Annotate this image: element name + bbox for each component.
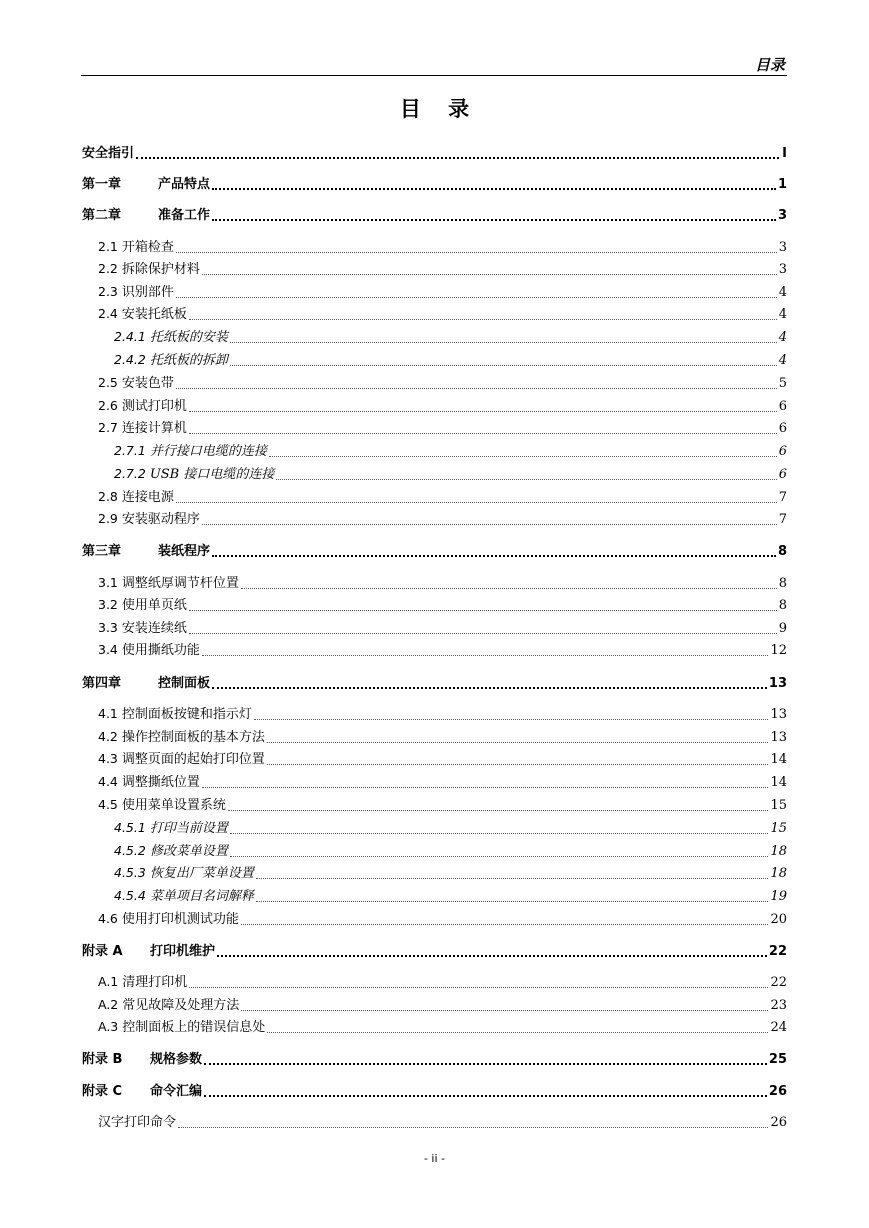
entry-page-number: 24	[770, 1020, 787, 1035]
entry-title: 安装托纸板	[121, 307, 187, 322]
entry-title: 连接计算机	[121, 421, 187, 436]
running-header-title: 目录	[754, 56, 785, 74]
toc-entry[interactable]	[82, 908, 787, 928]
dot-leader	[267, 1032, 768, 1033]
toc-entry[interactable]	[82, 1111, 787, 1131]
dot-leader	[189, 987, 768, 988]
section-number: 2.2	[98, 261, 118, 276]
dot-leader	[241, 1010, 768, 1011]
section-number: A.1	[98, 974, 119, 989]
entry-title: 使用菜单设置系统	[121, 798, 226, 813]
section-number: 4.5	[98, 797, 118, 812]
entry-page-number: I	[782, 146, 787, 161]
toc-entry[interactable]	[82, 971, 787, 991]
entry-title: 托纸板的安装	[149, 330, 228, 345]
toc-entry[interactable]	[82, 486, 787, 506]
section-number: 4.3	[98, 751, 118, 766]
section-number: A.3	[98, 1019, 119, 1034]
dot-leader	[212, 188, 776, 190]
entry-title: 安全指引	[82, 146, 135, 161]
toc-entry-label	[114, 865, 254, 882]
section-number: 2.8	[98, 489, 118, 504]
toc-entry[interactable]	[82, 594, 787, 614]
entry-page-number: 14	[770, 752, 787, 767]
entry-page-number: 20	[770, 912, 787, 927]
toc-entry[interactable]	[82, 258, 787, 278]
entry-page-number: 13	[768, 676, 787, 691]
entry-page-number: 22	[768, 944, 787, 959]
toc-entry[interactable]	[82, 540, 787, 560]
section-number: 2.4.1	[114, 329, 146, 344]
entry-title: 并行接口电缆的连接	[149, 444, 267, 459]
toc-entry[interactable]	[82, 994, 787, 1014]
section-number: 4.5.2	[114, 843, 146, 858]
toc-entry-label	[98, 620, 187, 637]
toc-entry-label	[82, 944, 215, 960]
dot-leader	[189, 411, 777, 412]
toc-entry[interactable]	[82, 817, 787, 837]
entry-page-number: 1	[777, 177, 787, 192]
entry-title: 打印当前设置	[149, 821, 228, 836]
entry-title: 命令汇编	[150, 1084, 203, 1099]
entry-page-number: 7	[778, 512, 787, 527]
dot-leader	[230, 342, 777, 343]
dot-leader	[202, 524, 777, 525]
toc-entry[interactable]	[82, 940, 787, 960]
dot-leader	[267, 764, 769, 765]
entry-page-number: 8	[778, 598, 787, 613]
entry-page-number: 9	[778, 621, 787, 636]
chapter-number: 第二章	[82, 208, 122, 223]
dot-leader	[212, 687, 767, 689]
entry-page-number: 18	[770, 844, 787, 859]
toc-entry[interactable]	[82, 1080, 787, 1100]
section-number: 4.4	[98, 774, 118, 789]
dot-leader	[189, 433, 777, 434]
section-number: 3.1	[98, 575, 118, 590]
dot-leader	[202, 787, 769, 788]
entry-page-number: 13	[770, 707, 787, 722]
toc-entry-label	[98, 261, 200, 278]
toc-entry-label	[98, 911, 239, 928]
toc-entry[interactable]	[82, 281, 787, 301]
entry-title: 安装驱动程序	[121, 512, 200, 527]
toc-entry[interactable]	[82, 748, 787, 768]
toc-entry-label	[114, 820, 228, 837]
toc-entry[interactable]	[82, 885, 787, 905]
toc-entry[interactable]	[82, 395, 787, 415]
entry-title: 控制面板上的错误信息处	[122, 1020, 266, 1035]
entry-title: 操作控制面板的基本方法	[121, 730, 265, 745]
entry-title: 清理打印机	[122, 975, 188, 990]
dot-leader	[230, 856, 769, 857]
entry-title: 控制面板	[158, 676, 211, 691]
chapter-number: 第三章	[82, 544, 122, 559]
toc-entry[interactable]	[82, 1016, 787, 1036]
toc-entry-label	[98, 997, 239, 1014]
toc-entry-label	[114, 443, 267, 460]
entry-page-number: 4	[778, 353, 787, 368]
section-number: 4.2	[98, 729, 118, 744]
entry-page-number: 23	[770, 998, 787, 1013]
dot-leader	[267, 742, 769, 743]
entry-page-number: 3	[777, 208, 787, 223]
toc-entry[interactable]	[82, 1048, 787, 1068]
toc-entry-label	[114, 329, 228, 346]
entry-page-number: 6	[778, 444, 787, 459]
dot-leader	[230, 365, 777, 366]
dot-leader	[176, 252, 777, 253]
entry-title: 使用撕纸功能	[121, 643, 200, 658]
toc-entry-label	[98, 1115, 176, 1131]
entry-title: USB 接口电缆的连接	[149, 467, 275, 482]
entry-title: 使用单页纸	[121, 598, 187, 613]
entry-page-number: 5	[778, 376, 787, 391]
section-number: 2.3	[98, 284, 118, 299]
entry-title: 产品特点	[158, 177, 211, 192]
toc-entry[interactable]	[82, 204, 787, 224]
section-number: 2.4	[98, 306, 118, 321]
toc-entry-label	[98, 774, 200, 791]
entry-page-number: 19	[770, 889, 787, 904]
toc-entry-label	[98, 1019, 265, 1036]
toc-entry-label	[98, 284, 174, 301]
toc-entry[interactable]	[82, 142, 787, 162]
entry-title: 使用打印机测试功能	[121, 912, 239, 927]
dot-leader	[204, 1063, 767, 1065]
toc-entry[interactable]	[82, 672, 787, 692]
section-number: 4.6	[98, 911, 118, 926]
toc-entry-label	[98, 974, 187, 991]
toc-entry-label	[98, 398, 187, 415]
dot-leader	[202, 655, 769, 656]
chapter-number: 附录 A	[82, 944, 123, 959]
dot-leader	[189, 633, 777, 634]
section-number: 4.5.3	[114, 865, 146, 880]
section-number: 3.2	[98, 597, 118, 612]
dot-leader	[256, 878, 769, 879]
toc-entry-label	[82, 676, 210, 692]
toc-entry[interactable]	[82, 417, 787, 437]
section-number: 2.7.1	[114, 443, 146, 458]
entry-page-number: 4	[778, 285, 787, 300]
dot-leader	[241, 588, 777, 589]
dot-leader	[256, 901, 769, 902]
entry-page-number: 22	[770, 975, 787, 990]
entry-page-number: 12	[770, 643, 787, 658]
dot-leader	[269, 456, 777, 457]
toc-entry-label	[114, 843, 228, 860]
toc-entry[interactable]	[82, 173, 787, 193]
entry-page-number: 3	[778, 240, 787, 255]
section-number: 4.5.1	[114, 820, 146, 835]
chapter-number: 附录 B	[82, 1052, 123, 1067]
entry-title: 调整撕纸位置	[121, 775, 200, 790]
entry-title: 恢复出厂菜单设置	[149, 866, 254, 881]
toc-entry[interactable]	[82, 794, 787, 814]
section-number: 3.3	[98, 620, 118, 635]
toc-entry-label	[98, 597, 187, 614]
entry-title: 拆除保护材料	[121, 262, 200, 277]
toc-entry[interactable]	[82, 771, 787, 791]
dot-leader	[176, 297, 777, 298]
entry-page-number: 4	[778, 307, 787, 322]
toc-entry[interactable]	[82, 463, 787, 483]
entry-title: 调整纸厚调节杆位置	[121, 576, 239, 591]
entry-page-number: 26	[770, 1115, 787, 1130]
toc-entry[interactable]	[82, 726, 787, 746]
entry-title: 常见故障及处理方法	[122, 998, 240, 1013]
toc-entry-label	[82, 1084, 202, 1100]
chapter-number: 附录 C	[82, 1084, 123, 1099]
dot-leader	[212, 555, 776, 557]
entry-title: 安装连续纸	[121, 621, 187, 636]
header-rule	[81, 75, 787, 76]
entry-title: 安装色带	[121, 376, 174, 391]
entry-page-number: 6	[778, 467, 787, 482]
entry-title: 识别部件	[121, 285, 174, 300]
toc-entry-label	[98, 706, 252, 723]
toc-entry-label	[114, 466, 274, 483]
section-number: 2.4.2	[114, 352, 146, 367]
entry-page-number: 6	[778, 399, 787, 414]
toc-entry-label	[98, 489, 174, 506]
toc-entry[interactable]	[82, 372, 787, 392]
dot-leader	[212, 219, 776, 221]
entry-title: 准备工作	[158, 208, 211, 223]
dot-leader	[176, 502, 777, 503]
section-number: 2.9	[98, 511, 118, 526]
toc-entry-label	[98, 797, 226, 814]
toc-entry[interactable]	[82, 840, 787, 860]
entry-title: 测试打印机	[121, 399, 187, 414]
page-number: - ii -	[423, 1152, 446, 1165]
toc-entry[interactable]	[82, 303, 787, 323]
entry-title: 修改菜单设置	[149, 844, 228, 859]
toc-entry-label	[98, 239, 174, 256]
toc-entry-label	[114, 352, 228, 369]
toc-entry-label	[98, 420, 187, 437]
entry-page-number: 25	[768, 1052, 787, 1067]
section-number: 2.7.2	[114, 466, 146, 481]
entry-title: 打印机维护	[150, 944, 216, 959]
entry-page-number: 18	[770, 866, 787, 881]
toc-entry-label	[82, 146, 134, 162]
toc-entry[interactable]	[82, 862, 787, 882]
toc-entry-label	[98, 306, 187, 323]
page-title: 目 录	[399, 97, 480, 121]
entry-page-number: 26	[768, 1084, 787, 1099]
toc-entry[interactable]	[82, 703, 787, 723]
toc-entry-label	[98, 575, 239, 592]
dot-leader	[241, 924, 769, 925]
dot-leader	[254, 719, 769, 720]
entry-page-number: 6	[778, 421, 787, 436]
toc-entry[interactable]	[82, 639, 787, 659]
entry-page-number: 15	[770, 821, 787, 836]
entry-title: 控制面板按键和指示灯	[121, 707, 252, 722]
toc-entry-label	[98, 642, 200, 659]
chapter-number: 第一章	[82, 177, 122, 192]
section-number: 2.1	[98, 239, 118, 254]
entry-title: 连接电源	[121, 490, 174, 505]
entry-title: 调整页面的起始打印位置	[121, 752, 265, 767]
toc-entry[interactable]	[82, 508, 787, 528]
entry-title: 托纸板的拆卸	[149, 353, 228, 368]
toc-entry-label	[114, 888, 254, 905]
dot-leader	[276, 479, 776, 480]
entry-page-number: 4	[778, 330, 787, 345]
dot-leader	[136, 157, 779, 159]
toc-entry-label	[98, 751, 265, 768]
toc-entry-label	[82, 544, 210, 560]
entry-page-number: 14	[770, 775, 787, 790]
entry-page-number: 8	[778, 576, 787, 591]
dot-leader	[228, 810, 769, 811]
entry-page-number: 3	[778, 262, 787, 277]
toc-entry-label	[82, 208, 210, 224]
toc-entry[interactable]	[82, 326, 787, 346]
toc-entry[interactable]	[82, 349, 787, 369]
toc-entry[interactable]	[82, 236, 787, 256]
chapter-number: 第四章	[82, 676, 122, 691]
toc-entry-label	[98, 729, 265, 746]
entry-page-number: 8	[777, 544, 787, 559]
entry-title: 开箱检查	[121, 240, 174, 255]
section-number: 2.7	[98, 420, 118, 435]
toc-entry-label	[82, 177, 210, 193]
section-number: 2.6	[98, 398, 118, 413]
dot-leader	[178, 1127, 768, 1128]
toc-entry-label	[82, 1052, 202, 1068]
entry-title: 装纸程序	[158, 544, 211, 559]
dot-leader	[217, 955, 767, 957]
dot-leader	[189, 319, 777, 320]
dot-leader	[176, 388, 777, 389]
entry-title: 汉字打印命令	[98, 1115, 177, 1130]
entry-page-number: 13	[770, 730, 787, 745]
section-number: 3.4	[98, 642, 118, 657]
toc-entry[interactable]	[82, 440, 787, 460]
entry-title: 规格参数	[150, 1052, 203, 1067]
dot-leader	[204, 1095, 767, 1097]
dot-leader	[202, 274, 777, 275]
entry-page-number: 7	[778, 490, 787, 505]
section-number: A.2	[98, 997, 119, 1012]
section-number: 4.1	[98, 706, 118, 721]
section-number: 4.5.4	[114, 888, 146, 903]
dot-leader	[230, 833, 769, 834]
toc-entry-label	[98, 375, 174, 392]
section-number: 2.5	[98, 375, 118, 390]
toc-entry[interactable]	[82, 572, 787, 592]
toc-entry-label	[98, 511, 200, 528]
entry-page-number: 15	[770, 798, 787, 813]
entry-title: 菜单项目名词解释	[149, 889, 254, 904]
dot-leader	[189, 610, 777, 611]
toc-entry[interactable]	[82, 617, 787, 637]
